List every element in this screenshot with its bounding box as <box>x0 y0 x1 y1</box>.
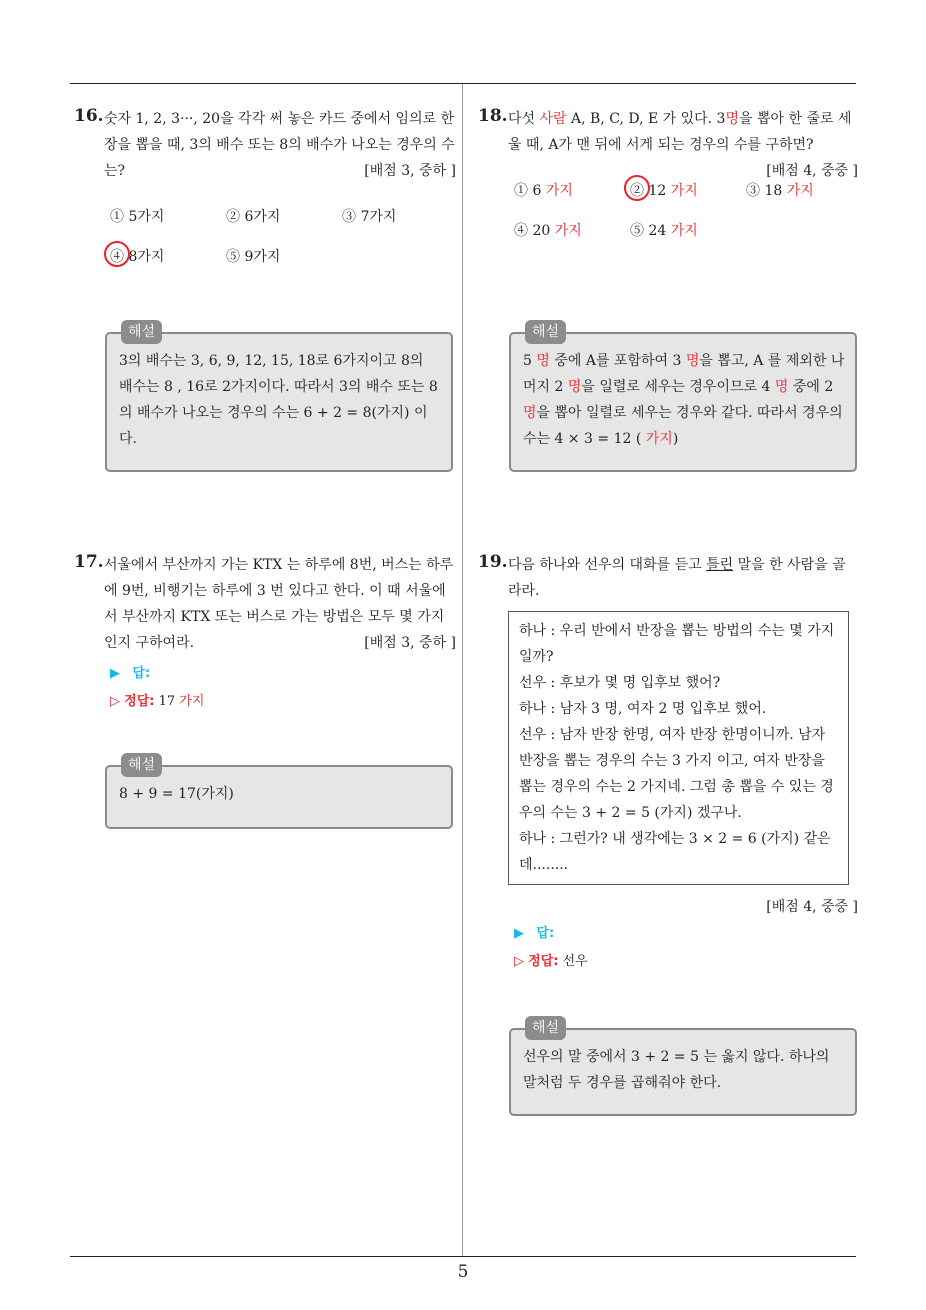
explanation-tag: 해설 <box>525 1016 566 1040</box>
selected-circle-icon <box>104 241 130 267</box>
question-text <box>104 552 456 656</box>
exp-part: 중에 A를 포함하여 3 <box>549 353 686 369</box>
exp-part: 을 뽑아 일렬로 세우는 경우와 같다. 따라서 경우의 수는 4 × 3 = 12 ( <box>523 405 843 447</box>
score-label: [배점 3, 중하 ] <box>364 635 456 651</box>
score-label: [배점 3, 중하 ] <box>364 163 456 179</box>
play-icon: ▶ <box>514 926 524 941</box>
choice-unit: 가지 <box>670 223 698 239</box>
choice-5[interactable]: ⑤ 9가지 <box>226 249 281 265</box>
exp-part: 을 일렬로 세우는 경우이므로 4 <box>581 379 775 395</box>
question-number: 16. <box>74 106 104 126</box>
explanation-text: 3의 배수는 3, 6, 9, 12, 15, 18로 6가지이고 8의 배수는 8 , 16로 2가지이다. 따라서 3의 배수 또는 8의 배수가 나오는 경우의 수는 6 + 2 = 8(가지) 이다. <box>119 353 438 447</box>
question-number: 19. <box>478 552 508 572</box>
triangle-outline-icon: ▷ <box>514 954 524 969</box>
top-rule <box>70 83 856 84</box>
exp-highlight: 명 <box>685 353 700 369</box>
exp-highlight: 명 <box>567 379 582 395</box>
question-stem: 서울에서 부산까지 가는 KTX 는 하루에 8번, 버스는 하루에 9번, 비행기는 하루에 3 번 있다고 한다. 이 때 서울에서 부산까지 KTX 또는 버스로 가는 방법은 모두 몇 가지인지 구하여라. <box>104 557 454 651</box>
page-number: 5 <box>457 1262 469 1282</box>
exp-part: 을 뽑고, A 를 제외한 나머지 2 <box>523 353 845 395</box>
choice-unit: 가지 <box>786 183 814 199</box>
exp-part: ) <box>672 431 679 447</box>
exp-part: 5 <box>523 353 537 369</box>
score-label: [배점 4, 중중 ] <box>766 163 858 179</box>
correct-row <box>110 688 456 716</box>
exp-part: 중에 2 <box>788 379 834 395</box>
selected-circle-icon <box>624 175 650 201</box>
explanation-text: 선우의 말 중에서 3 + 2 = 5 는 옳지 않다. 하나의 말처럼 두 경우를 곱해줘야 한다. <box>523 1049 830 1091</box>
answer-block-19 <box>514 920 588 976</box>
exp-highlight: 명 <box>774 379 789 395</box>
correct-row <box>514 948 588 976</box>
dialog-box <box>508 611 849 885</box>
score-label-19: [배점 4, 중중 ] <box>766 899 858 915</box>
question-number: 18. <box>478 106 508 126</box>
correct-value: 17 <box>158 694 176 709</box>
question-17 <box>74 552 456 716</box>
question-number: 17. <box>74 552 104 572</box>
explanation-text: 8 + 9 = 17(가지) <box>119 786 234 802</box>
correct-label: 정답: <box>528 954 559 969</box>
explanation-box-16 <box>105 324 453 472</box>
choice-1[interactable]: ① 5가지 <box>110 209 165 225</box>
stem-highlight: 사람 <box>539 111 567 127</box>
choices <box>508 180 858 260</box>
explanation-text <box>523 353 844 447</box>
choice-unit: 가지 <box>545 183 573 199</box>
play-icon: ▶ <box>110 666 120 681</box>
choice-number: ⑤ 24 <box>630 223 667 239</box>
stem-part: 을 뽑아 한 줄로 세울 때, A가 맨 뒤에 서게 되는 경우의 수를 구하면? <box>508 111 852 153</box>
explanation-tag: 해설 <box>121 320 162 344</box>
answer-label: 답: <box>536 926 555 941</box>
stem-part: 말을 한 사람을 골라라. <box>508 557 846 599</box>
stem-part: 다음 하나와 선우의 대화를 듣고 <box>508 557 707 573</box>
exp-highlight: 명 <box>536 353 550 369</box>
question-18 <box>478 106 858 260</box>
explanation-box-17 <box>105 757 453 829</box>
dialog-line: 선우 : 남자 반장 한명, 여자 반장 한명이니까. 남자 반장을 뽑는 경우의 수는 3 가지 이고, 여자 반장을 뽑는 경우의 수는 2 가지네. 그럼 총 뽑을 수 있는 경우의 수는 3 + 2 = 5 (가지) 겠구나. <box>519 727 834 821</box>
answer-block <box>104 660 456 716</box>
choice-5[interactable] <box>630 220 698 240</box>
correct-label: 정답: <box>124 694 155 709</box>
dialog-line: 하나 : 우리 반에서 반장을 뽑는 방법의 수는 몇 가지 일까? <box>519 623 835 665</box>
choice-4[interactable] <box>514 220 582 240</box>
question-text <box>508 106 858 179</box>
choice-unit: 가지 <box>554 223 582 239</box>
choice-4[interactable] <box>110 246 164 266</box>
stem-part: A, B, C, D, E 가 있다. 3 <box>571 111 726 127</box>
explanation-tag: 해설 <box>121 753 162 777</box>
choice-2[interactable]: ② 6가지 <box>226 209 281 225</box>
correct-unit: 가지 <box>179 694 205 709</box>
bottom-rule <box>70 1256 856 1257</box>
dialog-line: 하나 : 그런가? 내 생각에는 3 × 2 = 6 (가지) 같은데........ <box>519 831 831 873</box>
choice-number: ① 6 <box>514 183 542 199</box>
stem-underline: 틀린 <box>706 557 734 573</box>
choice-2[interactable] <box>630 180 698 200</box>
answer-label: 답: <box>132 666 151 681</box>
stem-part: 다섯 <box>508 111 536 127</box>
explanation-tag: 해설 <box>525 320 566 344</box>
dialog-line: 선우 : 후보가 몇 명 입후보 했어? <box>519 675 721 691</box>
explanation-box-19 <box>509 1020 857 1116</box>
exp-highlight: 명 <box>523 405 537 421</box>
answer-row <box>514 920 588 948</box>
choice-3[interactable] <box>746 180 814 200</box>
choice-3[interactable]: ③ 7가지 <box>342 209 397 225</box>
choice-number: ② 12 <box>630 183 667 199</box>
question-text <box>104 106 456 184</box>
choices <box>104 206 456 286</box>
choice-unit: 가지 <box>670 183 698 199</box>
question-19 <box>478 552 858 604</box>
column-divider <box>462 84 463 1256</box>
answer-row <box>110 660 456 688</box>
explanation-box-18 <box>509 324 857 472</box>
choice-number: ③ 18 <box>746 183 783 199</box>
exp-highlight: 가지 <box>645 431 673 447</box>
question-text <box>508 552 858 604</box>
question-stem: 숫자 1, 2, 3···, 20을 각각 써 놓은 카드 중에서 임의로 한 장을 뽑을 때, 3의 배수 또는 8의 배수가 나오는 경우의 수는? <box>104 111 455 179</box>
choice-1[interactable] <box>514 180 573 200</box>
stem-highlight: 명 <box>725 111 740 127</box>
triangle-outline-icon: ▷ <box>110 694 120 709</box>
dialog-line: 하나 : 남자 3 명, 여자 2 명 입후보 했어. <box>519 701 767 717</box>
correct-value: 선우 <box>562 954 588 969</box>
question-16 <box>74 106 456 286</box>
choice-number: ④ 20 <box>514 223 551 239</box>
choice-4-label: ④ 8가지 <box>110 249 165 265</box>
